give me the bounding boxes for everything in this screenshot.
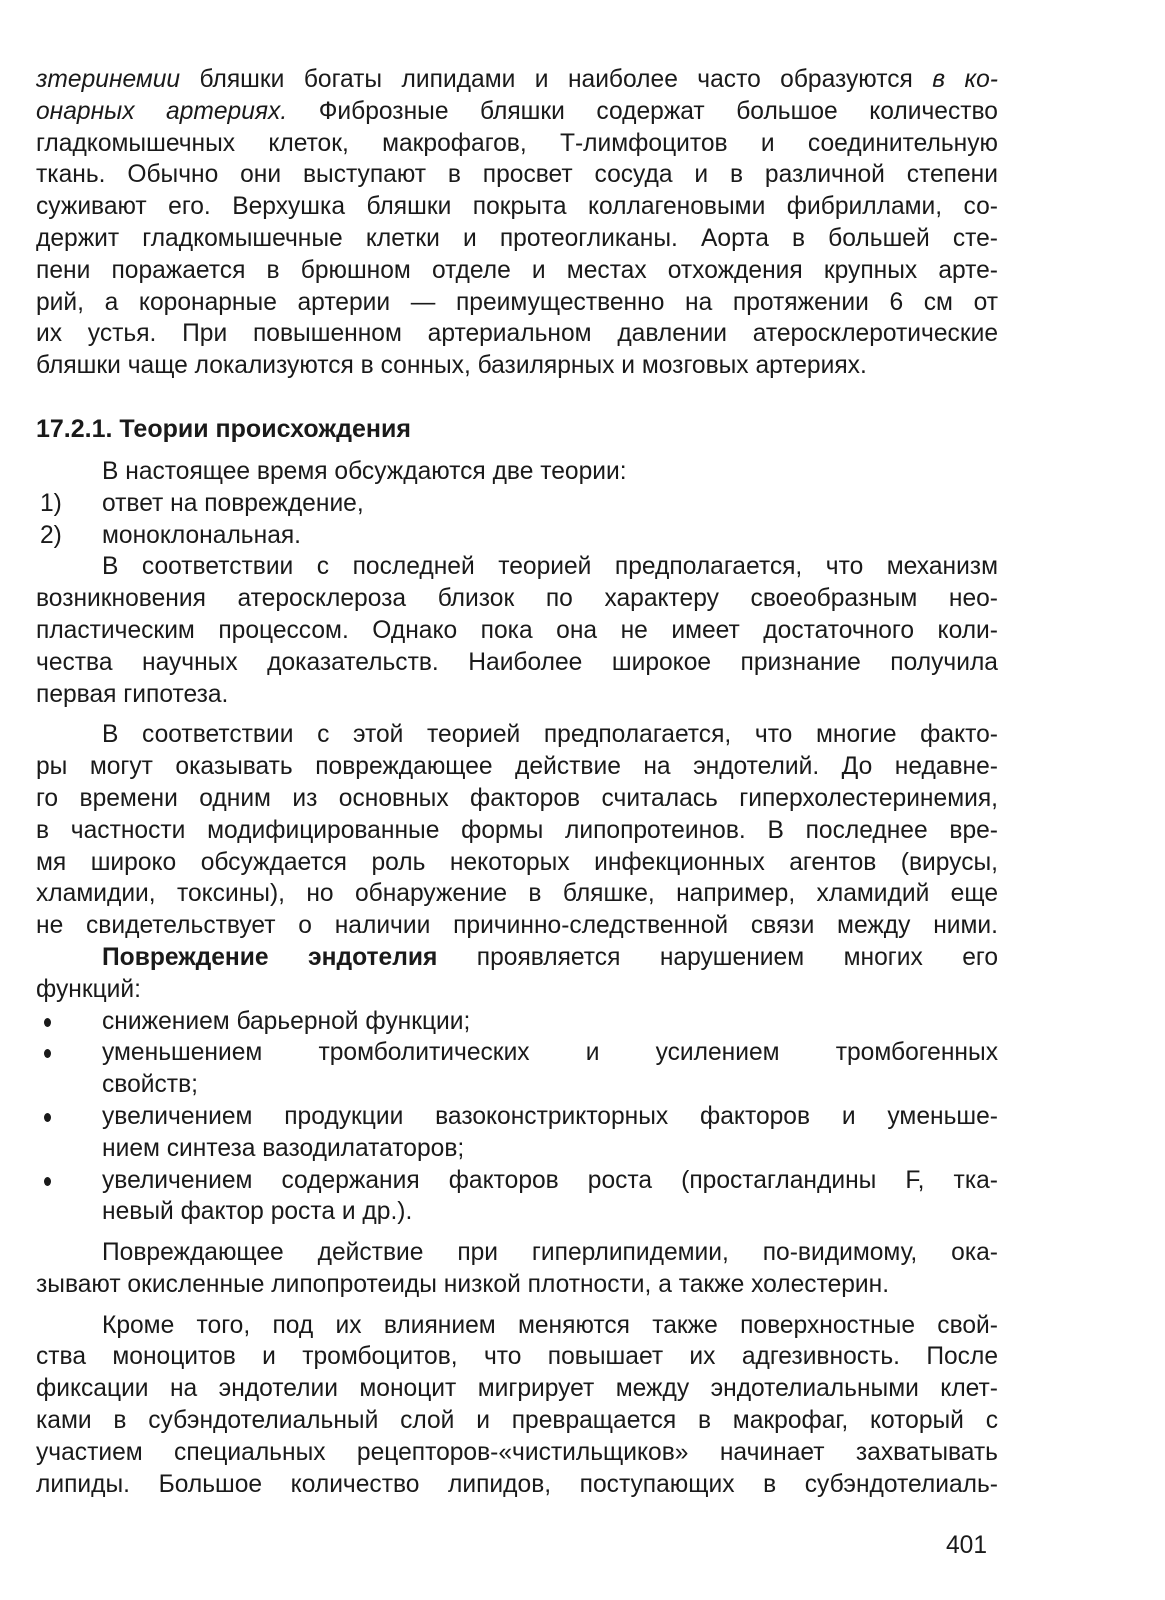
- page-number: 401: [946, 1532, 988, 1559]
- paragraph-monoclonal: [36, 551, 998, 710]
- text-line: не свидетельствует о наличии причинно-следственной связи между ними.: [36, 912, 998, 940]
- text-line: рий, а коронарные артерии — преимущественно на протяжении 6 см от: [36, 288, 998, 316]
- paragraph-damage-theory: [36, 719, 998, 942]
- text-line: липиды. Большое количество липидов, поступающих в субэндотелиаль-: [36, 1470, 998, 1498]
- text-line: гладкомышечных клеток, макрофагов, Т-лимфоцитов и соединительную: [36, 129, 998, 157]
- bullet-icon: [44, 1113, 51, 1122]
- bold-term: Повреждение эндотелия: [102, 943, 438, 971]
- text-line: В соответствии с этой теорией предполагается, что многие факто-: [102, 721, 998, 749]
- text-line: мя широко обсуждается роль некоторых инфекционных агентов (вирусы,: [36, 848, 998, 876]
- text-line: Повреждение эндотелия проявляется нарушением многих его: [102, 943, 998, 971]
- text-line: функций:: [36, 975, 141, 1003]
- page-body: [36, 64, 998, 1500]
- text-line: хламидии, токсины), но обнаружение в бляшке, например, хламидий еще: [36, 880, 998, 908]
- bullet-icon: [44, 1049, 51, 1058]
- text-line: суживают его. Верхушка бляшки покрыта коллагеновыми фибриллами, со-: [36, 193, 998, 221]
- text-line: В соответствии с последней теорией предполагается, что механизм: [102, 553, 998, 581]
- bullet-icon: [44, 1018, 51, 1027]
- list-item-continuation: нием синтеза вазодилататоров;: [102, 1134, 465, 1162]
- text-line: первая гипотеза.: [36, 680, 229, 708]
- bullet-list: [36, 1006, 998, 1229]
- list-item-continuation: свойств;: [102, 1071, 198, 1099]
- text-line: возникновения атеросклероза близок по характеру своеобразным нео-: [36, 585, 998, 613]
- text-line: зтеринемии бляшки богаты липидами и наиболее часто образуются в ко-: [36, 66, 998, 93]
- text-line: участием специальных рецепторов-«чистильщиков» начинает захватывать: [36, 1438, 998, 1466]
- item-number: 2): [40, 521, 62, 549]
- text-line: пластическим процессом. Однако пока она не имеет достаточного коли-: [36, 616, 998, 644]
- item-number: 1): [40, 489, 62, 517]
- list-item: увеличением содержания факторов роста (простагландины F, тка-: [36, 1165, 998, 1197]
- text-line: пени поражается в брюшном отделе и местах отхождения крупных арте-: [36, 256, 998, 284]
- text-line: в частности модифицированные формы липопротеинов. В последнее вре-: [36, 816, 998, 844]
- text-line: В настоящее время обсуждаются две теории:: [102, 457, 627, 485]
- paragraph-monocytes: [36, 1310, 998, 1501]
- text-line: Кроме того, под их влиянием меняются также поверхностные свой-: [102, 1311, 998, 1339]
- text-line: онарных артериях. Фиброзные бляшки содержат большое количество: [36, 97, 998, 125]
- text-line: го времени одним из основных факторов считалась гиперхолестеринемия,: [36, 784, 998, 812]
- list-item-continuation: невый фактор роста и др.).: [102, 1198, 413, 1226]
- paragraph-plaques: [36, 64, 998, 382]
- paragraph-hyperlipidemia: [36, 1237, 998, 1301]
- text-line: их устья. При повышенном артериальном давлении атеросклеротические: [36, 320, 998, 348]
- list-item: уменьшением тромболитических и усилением тромбогенных: [36, 1037, 998, 1069]
- bullet-icon: [44, 1177, 51, 1186]
- text-line: держит гладкомышечные клетки и протеогликаны. Аорта в большей сте-: [36, 224, 998, 252]
- section-heading: 17.2.1. Теории происхождения: [36, 414, 411, 443]
- paragraph-endothelium: [36, 942, 998, 1006]
- text-line: ства моноцитов и тромбоцитов, что повышает их адгезивность. После: [36, 1343, 998, 1371]
- numbered-item: 2) моноклональная.: [36, 520, 998, 552]
- list-item: снижением барьерной функции;: [36, 1006, 998, 1038]
- text-line: зывают окисленные липопротеиды низкой плотности, а также холестерин.: [36, 1270, 890, 1298]
- text-line: ры могут оказывать повреждающее действие на эндотелий. До недавне-: [36, 753, 998, 781]
- text-line: ткань. Обычно они выступают в просвет сосуда и в различной степени: [36, 161, 998, 189]
- text-line: чества научных доказательств. Наиболее широкое признание получила: [36, 648, 998, 676]
- numbered-item: 1) ответ на повреждение,: [36, 488, 998, 520]
- text-line: ками в субэндотелиальный слой и превращается в макрофаг, который с: [36, 1407, 998, 1435]
- text-line: бляшки чаще локализуются в сонных, базилярных и мозговых артериях.: [36, 352, 867, 380]
- text-line: фиксации на эндотелии моноцит мигрирует между эндотелиальными клет-: [36, 1375, 998, 1403]
- text-line: Повреждающее действие при гиперлипидемии, по-видимому, ока-: [102, 1239, 998, 1267]
- list-item: увеличением продукции вазоконстрикторных факторов и уменьше-: [36, 1101, 998, 1133]
